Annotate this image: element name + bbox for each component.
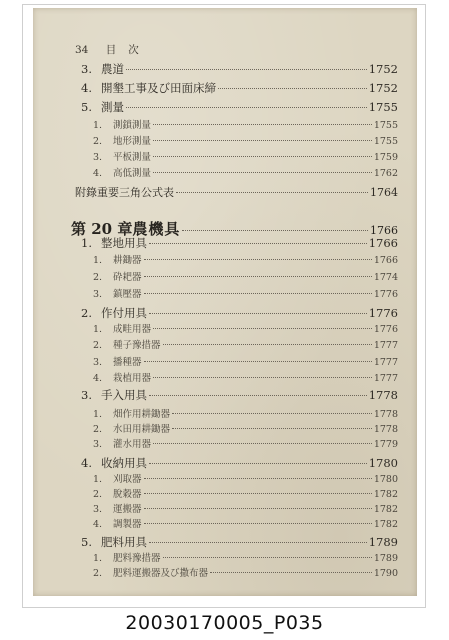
toc-page-number: 1755 bbox=[368, 100, 398, 114]
toc-number: 2. bbox=[93, 424, 103, 435]
toc-title: 測鎖測量 bbox=[113, 120, 152, 131]
toc-number: 2. bbox=[93, 340, 103, 351]
toc-subentry bbox=[93, 501, 398, 515]
toc-page-number: 1755 bbox=[373, 136, 398, 147]
toc-title: 收納用具 bbox=[101, 456, 147, 470]
dot-leader bbox=[126, 107, 367, 108]
toc-page-number: 1790 bbox=[373, 568, 398, 579]
toc-number: 1. bbox=[93, 553, 103, 564]
toc-page-number: 1752 bbox=[368, 81, 398, 95]
toc-number: 3. bbox=[93, 152, 103, 163]
dot-leader bbox=[149, 395, 367, 396]
toc-title: 水田用耕鋤器 bbox=[113, 424, 171, 435]
dot-leader bbox=[149, 313, 367, 314]
toc-page-number: 1777 bbox=[373, 340, 398, 351]
toc-page-number: 1774 bbox=[373, 272, 398, 283]
dot-leader bbox=[172, 413, 372, 414]
toc-number: 3. bbox=[93, 504, 103, 515]
dot-leader bbox=[153, 156, 372, 157]
toc-number: 1. bbox=[93, 120, 103, 131]
toc-subentry bbox=[93, 149, 398, 163]
dot-leader bbox=[149, 542, 367, 543]
toc-number: 3. bbox=[93, 357, 103, 368]
page-header-title: 目次 bbox=[105, 44, 151, 56]
toc-number: 3. bbox=[93, 289, 103, 300]
toc-subentry bbox=[93, 337, 398, 351]
toc-page-number: 1766 bbox=[370, 224, 398, 237]
toc-title: 肥料運搬器及び撒布器 bbox=[113, 568, 209, 579]
toc-subentry bbox=[93, 354, 398, 368]
toc-page-number: 1789 bbox=[373, 553, 398, 564]
toc-page-number: 1776 bbox=[373, 324, 398, 335]
toc-title: 測量 bbox=[101, 100, 124, 114]
toc-number: 1. bbox=[93, 255, 103, 266]
toc-page-number: 1764 bbox=[370, 186, 398, 199]
dot-leader bbox=[149, 463, 367, 464]
toc-number: 3. bbox=[81, 62, 92, 76]
toc-page-number: 1766 bbox=[373, 255, 398, 266]
toc-entry bbox=[81, 99, 398, 115]
dot-leader bbox=[153, 172, 372, 173]
dot-leader bbox=[163, 344, 372, 345]
toc-title: 耕鋤器 bbox=[113, 255, 142, 266]
toc-title: 手入用具 bbox=[101, 388, 147, 402]
toc-number: 4. bbox=[93, 168, 103, 179]
toc-subentry bbox=[93, 471, 398, 485]
toc-page-number: 1780 bbox=[368, 456, 398, 470]
dot-leader bbox=[218, 88, 367, 89]
toc-number: 5. bbox=[81, 535, 92, 549]
dot-leader bbox=[144, 478, 372, 479]
toc-subentry bbox=[93, 117, 398, 131]
page-number: 34 bbox=[75, 44, 89, 56]
toc-subentry bbox=[93, 269, 398, 283]
toc-page-number: 1782 bbox=[373, 519, 398, 530]
dot-leader bbox=[153, 377, 372, 378]
toc-subentry bbox=[93, 165, 398, 179]
toc-title: 農道 bbox=[101, 62, 124, 76]
toc-title: 成畦用器 bbox=[113, 324, 152, 335]
toc-subentry bbox=[93, 321, 398, 335]
toc-page-number: 1779 bbox=[373, 439, 398, 450]
toc-title: 刈取器 bbox=[113, 474, 142, 485]
toc-number: 5. bbox=[81, 100, 92, 114]
toc-subentry bbox=[93, 550, 398, 564]
toc-page-number: 1782 bbox=[373, 504, 398, 515]
dot-leader bbox=[210, 572, 372, 573]
toc-number: 2. bbox=[93, 489, 103, 500]
toc-page-number: 1777 bbox=[373, 357, 398, 368]
toc-number: 1. bbox=[93, 324, 103, 335]
toc-number: 1. bbox=[81, 236, 92, 250]
toc-number: 2. bbox=[81, 306, 92, 320]
toc-entry bbox=[81, 235, 398, 251]
toc-subentry bbox=[93, 516, 398, 530]
toc-number: 附錄 bbox=[75, 186, 97, 199]
toc-title: 肥料豫措器 bbox=[113, 553, 161, 564]
dot-leader bbox=[149, 243, 367, 244]
dot-leader bbox=[144, 293, 372, 294]
toc-title: 栽植用器 bbox=[113, 373, 152, 384]
toc-entry bbox=[81, 387, 398, 403]
toc-subentry bbox=[93, 486, 398, 500]
toc-title: 脫穀器 bbox=[113, 489, 142, 500]
toc-page-number: 1782 bbox=[373, 489, 398, 500]
toc-entry bbox=[81, 455, 398, 471]
toc-title: 農機具 bbox=[132, 220, 181, 238]
toc-title: 砕耙器 bbox=[113, 272, 142, 283]
toc-number: 1. bbox=[93, 474, 103, 485]
toc-subentry bbox=[93, 406, 398, 420]
toc-title: 重要三角公式表 bbox=[97, 186, 174, 199]
dot-leader bbox=[182, 230, 368, 231]
toc-entry bbox=[81, 305, 398, 321]
dot-leader bbox=[163, 557, 372, 558]
toc-number: 第 20 章 bbox=[71, 220, 133, 238]
toc-entry bbox=[81, 534, 398, 550]
dot-leader bbox=[144, 523, 372, 524]
toc-subentry bbox=[93, 436, 398, 450]
toc-title: 調製器 bbox=[113, 519, 142, 530]
toc-number: 4. bbox=[81, 456, 92, 470]
toc-title: 種子豫措器 bbox=[113, 340, 161, 351]
toc-subentry bbox=[93, 133, 398, 147]
toc-title: 高低測量 bbox=[113, 168, 152, 179]
toc-page-number: 1778 bbox=[373, 424, 398, 435]
toc-page-number: 1778 bbox=[368, 388, 398, 402]
toc-number: 1. bbox=[93, 409, 103, 420]
dot-leader bbox=[172, 428, 372, 429]
toc-title: 運搬器 bbox=[113, 504, 142, 515]
toc-number: 2. bbox=[93, 568, 103, 579]
dot-leader bbox=[144, 259, 372, 260]
toc-page-number: 1776 bbox=[373, 289, 398, 300]
dot-leader bbox=[126, 69, 367, 70]
dot-leader bbox=[144, 493, 372, 494]
book-page bbox=[33, 8, 417, 596]
toc-number: 3. bbox=[93, 439, 103, 450]
toc-title: 作付用具 bbox=[101, 306, 147, 320]
toc-title: 開墾工事及び田面床締 bbox=[101, 81, 216, 95]
dot-leader bbox=[176, 192, 368, 193]
toc-page-number: 1776 bbox=[368, 306, 398, 320]
dot-leader bbox=[144, 276, 372, 277]
dot-leader bbox=[153, 328, 372, 329]
toc-title: 灌水用器 bbox=[113, 439, 152, 450]
toc-number: 4. bbox=[93, 519, 103, 530]
toc-number: 4. bbox=[93, 373, 103, 384]
toc-title: 整地用具 bbox=[101, 236, 147, 250]
dot-leader bbox=[144, 508, 372, 509]
toc-page-number: 1755 bbox=[373, 120, 398, 131]
toc-number: 4. bbox=[81, 81, 92, 95]
toc-number: 3. bbox=[81, 388, 92, 402]
toc-title: 平板測量 bbox=[113, 152, 152, 163]
toc-entry bbox=[75, 184, 398, 200]
toc-title: 畑作用耕鋤器 bbox=[113, 409, 171, 420]
toc-title: 肥料用具 bbox=[101, 535, 147, 549]
toc-subentry bbox=[93, 421, 398, 435]
toc-page-number: 1777 bbox=[373, 373, 398, 384]
dot-leader bbox=[153, 443, 372, 444]
toc-page-number: 1762 bbox=[373, 168, 398, 179]
toc-page-number: 1766 bbox=[368, 236, 398, 250]
toc-page-number: 1759 bbox=[373, 152, 398, 163]
toc-subentry bbox=[93, 370, 398, 384]
toc-entry bbox=[81, 80, 398, 96]
dot-leader bbox=[144, 361, 372, 362]
toc-page-number: 1778 bbox=[373, 409, 398, 420]
toc-number: 2. bbox=[93, 136, 103, 147]
toc-subentry bbox=[93, 565, 398, 579]
dot-leader bbox=[153, 124, 372, 125]
toc-page-number: 1752 bbox=[368, 62, 398, 76]
dot-leader bbox=[153, 140, 372, 141]
table-of-contents bbox=[33, 8, 417, 596]
toc-number: 2. bbox=[93, 272, 103, 283]
toc-title: 地形測量 bbox=[113, 136, 152, 147]
toc-subentry bbox=[93, 252, 398, 266]
image-caption: 20030170005_P035 bbox=[125, 612, 324, 634]
toc-entry bbox=[81, 61, 398, 77]
toc-subentry bbox=[93, 286, 398, 300]
toc-title: 鎮壓器 bbox=[113, 289, 142, 300]
toc-page-number: 1789 bbox=[368, 535, 398, 549]
toc-title: 播種器 bbox=[113, 357, 142, 368]
toc-page-number: 1780 bbox=[373, 474, 398, 485]
